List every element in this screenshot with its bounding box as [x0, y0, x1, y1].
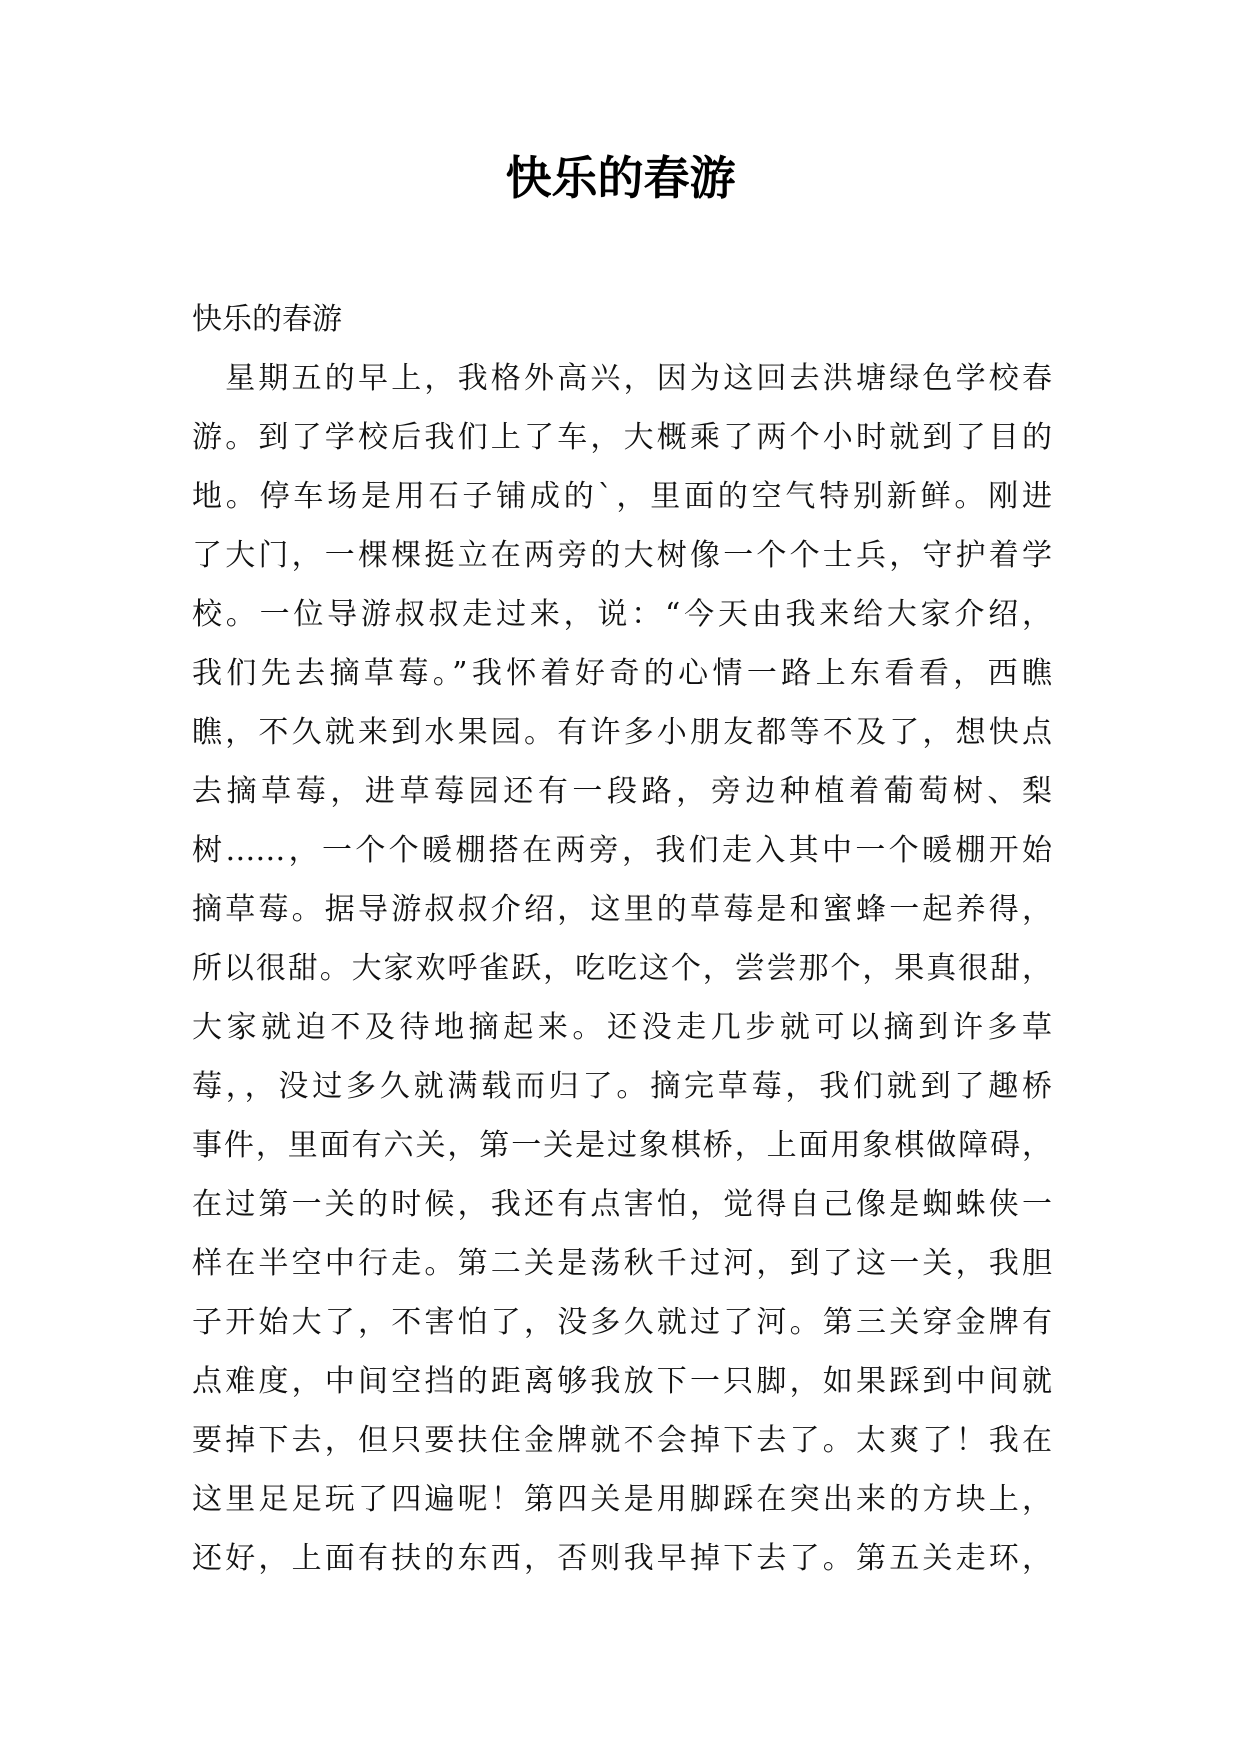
text-line: 所以很甜。大家欢呼雀跃，吃吃这个，尝尝那个，果真很甜，	[192, 951, 1052, 986]
text-line: 瞧，不久就来到水果园。有许多小朋友都等不及了，想快点	[192, 715, 1052, 750]
text-line: 样在半空中行走。第二关是荡秋千过河，到了这一关，我胆	[192, 1246, 1052, 1281]
document-title: 快乐的春游	[505, 151, 736, 205]
text-line: 了大门，一棵棵挺立在两旁的大树像一个个士兵，守护着学	[192, 538, 1052, 573]
text-line: 去摘草莓，进草莓园还有一段路，旁边种植着葡萄树、梨	[192, 774, 1052, 809]
text-line: 这里足足玩了四遍呢！第四关是用脚踩在突出来的方块上，	[192, 1482, 1052, 1517]
text-line: 事件，里面有六关，第一关是过象棋桥，上面用象棋做障碍，	[192, 1128, 1052, 1163]
text-line: 摘草莓。据导游叔叔介绍，这里的草莓是和蜜蜂一起养得，	[192, 892, 1052, 927]
document-body	[192, 290, 1052, 1588]
text-line: 树……，一个个暖棚搭在两旁，我们走入其中一个暖棚开始	[192, 833, 1052, 868]
text-line: 在过第一关的时候，我还有点害怕，觉得自己像是蜘蛛侠一	[192, 1187, 1052, 1222]
text-line: 还好，上面有扶的东西，否则我早掉下去了。第五关走环，	[192, 1541, 1052, 1576]
text-line: 地。停车场是用石子铺成的`，里面的空气特别新鲜。刚进	[192, 479, 1052, 514]
text-line: 要掉下去，但只要扶住金牌就不会掉下去了。太爽了！我在	[192, 1423, 1052, 1458]
text-line: 点难度，中间空挡的距离够我放下一只脚，如果踩到中间就	[192, 1364, 1052, 1399]
text-line: 星期五的早上，我格外高兴，因为这回去洪塘绿色学校春	[192, 361, 1052, 396]
text-line: 我们先去摘草莓。”我怀着好奇的心情一路上东看看，西瞧	[192, 656, 1052, 691]
text-line: 子开始大了，不害怕了，没多久就过了河。第三关穿金牌有	[192, 1305, 1052, 1340]
text-line: 快乐的春游	[192, 302, 342, 337]
text-line: 大家就迫不及待地摘起来。还没走几步就可以摘到许多草	[192, 1010, 1052, 1045]
text-line: 校。一位导游叔叔走过来，说：“今天由我来给大家介绍，	[192, 597, 1052, 632]
text-line: 莓，，没过多久就满载而归了。摘完草莓，我们就到了趣桥	[192, 1069, 1052, 1104]
text-line: 游。到了学校后我们上了车，大概乘了两个小时就到了目的	[192, 420, 1052, 455]
